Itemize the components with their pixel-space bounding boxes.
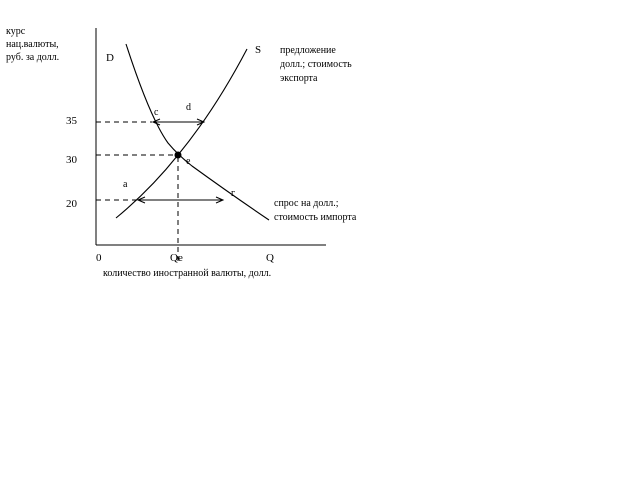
demand-curve — [126, 44, 269, 220]
point-d-label: d — [186, 102, 191, 113]
y-axis-label-line-3: руб. за долл. — [6, 52, 60, 63]
supply-curve — [116, 49, 247, 218]
y-axis-label-line-2: нац.валюты, — [6, 39, 59, 50]
point-c-label: c — [154, 107, 159, 118]
supply-desc-line-1: предложение — [280, 45, 336, 56]
point-a-label: a — [123, 179, 128, 190]
demand-desc-line-1: спрос на долл.; — [274, 198, 339, 209]
supply-desc-line-3: экспорта — [280, 73, 318, 84]
supply-desc-line-2: долл.; стоимость — [280, 59, 352, 70]
point-e-label: e — [186, 156, 191, 167]
x-tick-qe: Qe — [170, 252, 183, 264]
y-tick-30: 30 — [66, 154, 77, 166]
y-tick-20: 20 — [66, 198, 77, 210]
supply-letter: S — [255, 44, 262, 56]
x-tick-q: Q — [266, 252, 274, 264]
origin-label: 0 — [96, 252, 102, 264]
y-axis-label-line-1: курс — [6, 26, 26, 37]
x-axis-label: количество иностранной валюты, долл. — [103, 268, 272, 279]
equilibrium-point — [175, 152, 182, 159]
y-tick-35: 35 — [66, 115, 77, 127]
point-g-label: г — [231, 188, 236, 199]
demand-letter: D — [106, 52, 114, 64]
demand-desc-line-2: стоимость импорта — [274, 212, 357, 223]
